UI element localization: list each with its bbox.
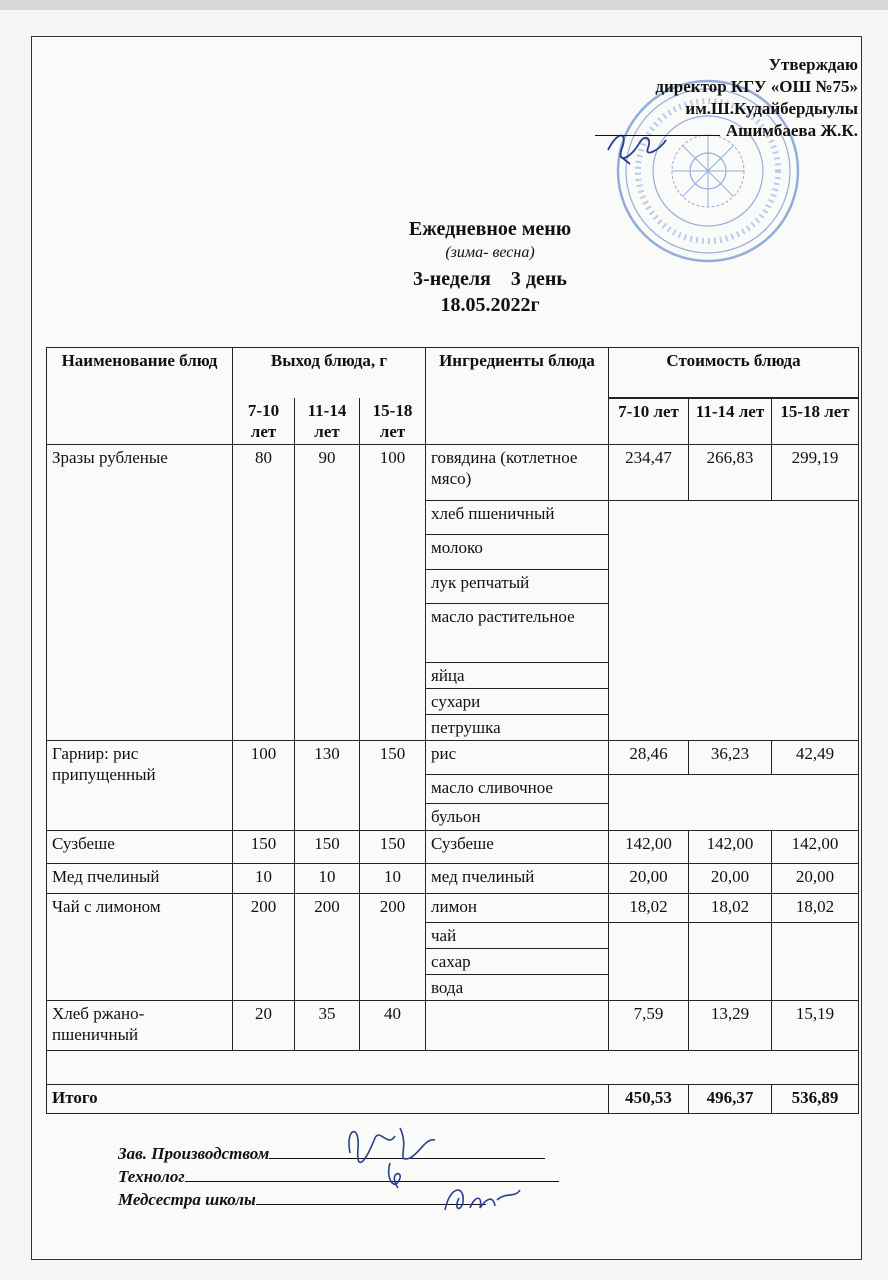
ingredient: сахар [426,949,609,975]
production-head-label: Зав. Производством [118,1144,270,1163]
cost-value: 142,00 [689,831,772,864]
ingredient: хлеб пшеничный [426,501,609,535]
ingredient: сухари [426,689,609,715]
total-label: Итого [47,1085,609,1114]
table-row [47,445,859,501]
approval-line-school: им.Ш.Кудайбердыулы [685,99,858,118]
nurse-signature [435,1180,525,1220]
yield-value: 40 [360,1001,426,1051]
approval-line-name: Ашимбаева Ж.К. [595,120,858,142]
cost-value: 20,00 [689,864,772,894]
blank-row [47,1051,859,1085]
ingredient: лук репчатый [426,570,609,604]
table-row [47,864,859,894]
yield-value: 10 [360,864,426,894]
yield-value: 200 [360,894,426,1001]
table-row [47,741,859,775]
page-title: Ежедневное меню [408,218,572,240]
header-yield-age2: 11-14 лет [295,398,360,445]
yield-value: 10 [295,864,360,894]
ingredient: мед пчелиный [426,864,609,894]
total-cost: 496,37 [689,1085,772,1114]
ingredient: лимон [426,894,609,923]
yield-value: 130 [295,741,360,831]
yield-value: 20 [233,1001,295,1051]
yield-value: 90 [295,445,360,741]
approval-line-position: директор КГУ «ОШ №75» [655,77,858,96]
header-yield-age3: 15-18 лет [360,398,426,445]
cost-value: 13,29 [689,1001,772,1051]
approval-line-approve: Утверждаю [768,55,858,74]
cost-value: 36,23 [689,741,772,775]
cost-value: 142,00 [609,831,689,864]
yield-value: 80 [233,445,295,741]
cost-value: 28,46 [609,741,689,775]
yield-value: 35 [295,1001,360,1051]
total-cost: 450,53 [609,1085,689,1114]
sign-line [595,135,720,136]
header-cost-age1: 7-10 лет [609,399,689,445]
cost-value: 15,19 [772,1001,859,1051]
ingredient: масло растительное [426,604,609,663]
cost-value: 42,49 [772,741,859,775]
table-row [47,831,859,864]
cost-value: 20,00 [609,864,689,894]
ingredient: бульон [426,804,609,831]
header-dish-name: Наименование блюд [47,348,233,445]
yield-value: 10 [233,864,295,894]
technologist-label: Технолог [118,1167,185,1186]
header-cost: Стоимость блюда [609,348,859,398]
yield-value: 100 [233,741,295,831]
header-ingredients: Ингредиенты блюда [426,348,609,445]
dish-name: Гарнир: рис припущенный [47,741,233,831]
approval-block [595,54,858,142]
scan-edge [0,0,888,10]
ingredient: масло сливочное [426,775,609,804]
total-cost: 536,89 [772,1085,859,1114]
yield-value: 100 [360,445,426,741]
yield-value: 200 [295,894,360,1001]
header-yield-age1: 7-10 лет [233,398,295,445]
week-day: 3-неделя 3 день [413,268,567,290]
cost-value: 299,19 [772,445,859,501]
yield-value: 150 [295,831,360,864]
cost-value: 20,00 [772,864,859,894]
cost-value: 18,02 [772,894,859,923]
total-row [47,1085,859,1114]
header-cost-age3: 15-18 лет [772,399,859,445]
menu-date: 18.05.2022г [440,294,540,316]
yield-value: 150 [233,831,295,864]
ingredient [426,1001,609,1051]
ingredient: молоко [426,535,609,570]
dish-name: Хлеб ржано-пшеничный [47,1001,233,1051]
dish-name: Чай с лимоном [47,894,233,1001]
cost-value: 7,59 [609,1001,689,1051]
table-row [47,894,859,923]
cost-value: 18,02 [609,894,689,923]
ingredient: рис [426,741,609,775]
production-head-signature [340,1118,450,1198]
cost-value: 234,47 [609,445,689,501]
yield-value: 150 [360,741,426,831]
ingredient: Сузбеше [426,831,609,864]
ingredient: вода [426,975,609,1001]
table-row [47,1001,859,1051]
menu-table [46,347,859,1114]
yield-value: 200 [233,894,295,1001]
header-cost-age2: 11-14 лет [689,399,772,445]
dish-name: Мед пчелиный [47,864,233,894]
cost-value: 266,83 [689,445,772,501]
cost-value: 142,00 [772,831,859,864]
season-subtitle: (зима- весна) [445,244,535,261]
ingredient: говядина (котлетное мясо) [426,445,609,501]
school-nurse-label: Медсестра школы [118,1190,256,1209]
ingredient: чай [426,923,609,949]
header-yield: Выход блюда, г [233,348,426,398]
dish-name: Зразы рубленые [47,445,233,741]
yield-value: 150 [360,831,426,864]
ingredient: петрушка [426,715,609,741]
ingredient: яйца [426,663,609,689]
cost-value: 18,02 [689,894,772,923]
dish-name: Сузбеше [47,831,233,864]
